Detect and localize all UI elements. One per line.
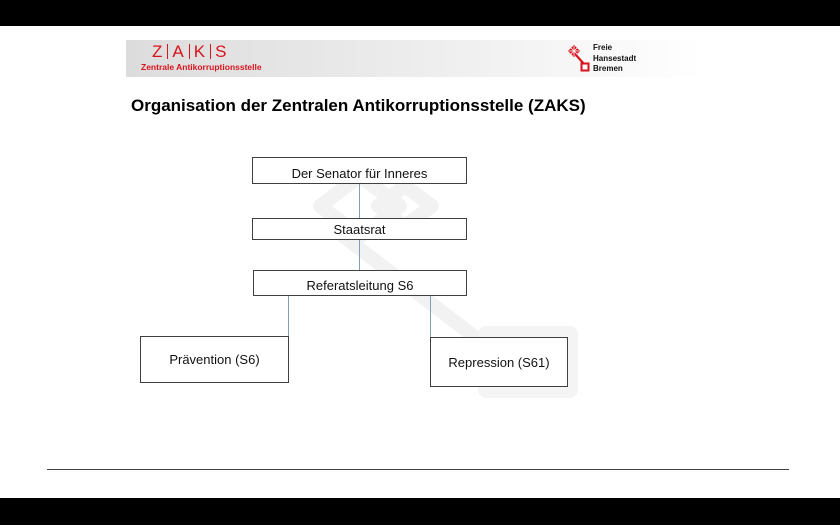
bremen-line: Hansestadt [593, 53, 637, 63]
bremen-line: Bremen [593, 64, 623, 73]
footer-divider [47, 469, 789, 470]
org-node-praevention [140, 336, 289, 383]
bremen-line: Freie [593, 43, 613, 52]
logo-letter: K [193, 42, 207, 61]
logo-subtitle: Zentrale Antikorruptionsstelle [141, 62, 262, 72]
page-title: Organisation der Zentralen Antikorruptionsstelle (ZAKS) [131, 96, 586, 115]
connector-referatsleitung-repression [430, 295, 431, 338]
logo-letter: A [172, 42, 185, 61]
logo-letter: Z [152, 42, 164, 61]
header-banner [126, 40, 704, 77]
connector-senator-staatsrat [359, 184, 360, 218]
zaks-logo [152, 43, 227, 61]
bremen-wordmark [593, 43, 636, 75]
org-node-senator [252, 157, 467, 184]
org-node-label: Referatsleitung S6 [306, 278, 414, 293]
org-node-referatsleitung [253, 270, 467, 296]
org-node-label: Staatsrat [333, 222, 386, 237]
org-node-label: Repression (S61) [448, 354, 550, 370]
org-node-label: Prävention (S6) [169, 352, 260, 367]
connector-staatsrat-referatsleitung [359, 239, 360, 271]
logo-letter: S [215, 42, 228, 61]
org-node-repression [430, 337, 568, 387]
org-node-staatsrat [252, 218, 467, 240]
connector-referatsleitung-praevention [288, 295, 289, 337]
org-node-label: Der Senator für Inneres [291, 166, 428, 181]
bremen-key-icon [568, 45, 590, 73]
slide [0, 26, 840, 498]
